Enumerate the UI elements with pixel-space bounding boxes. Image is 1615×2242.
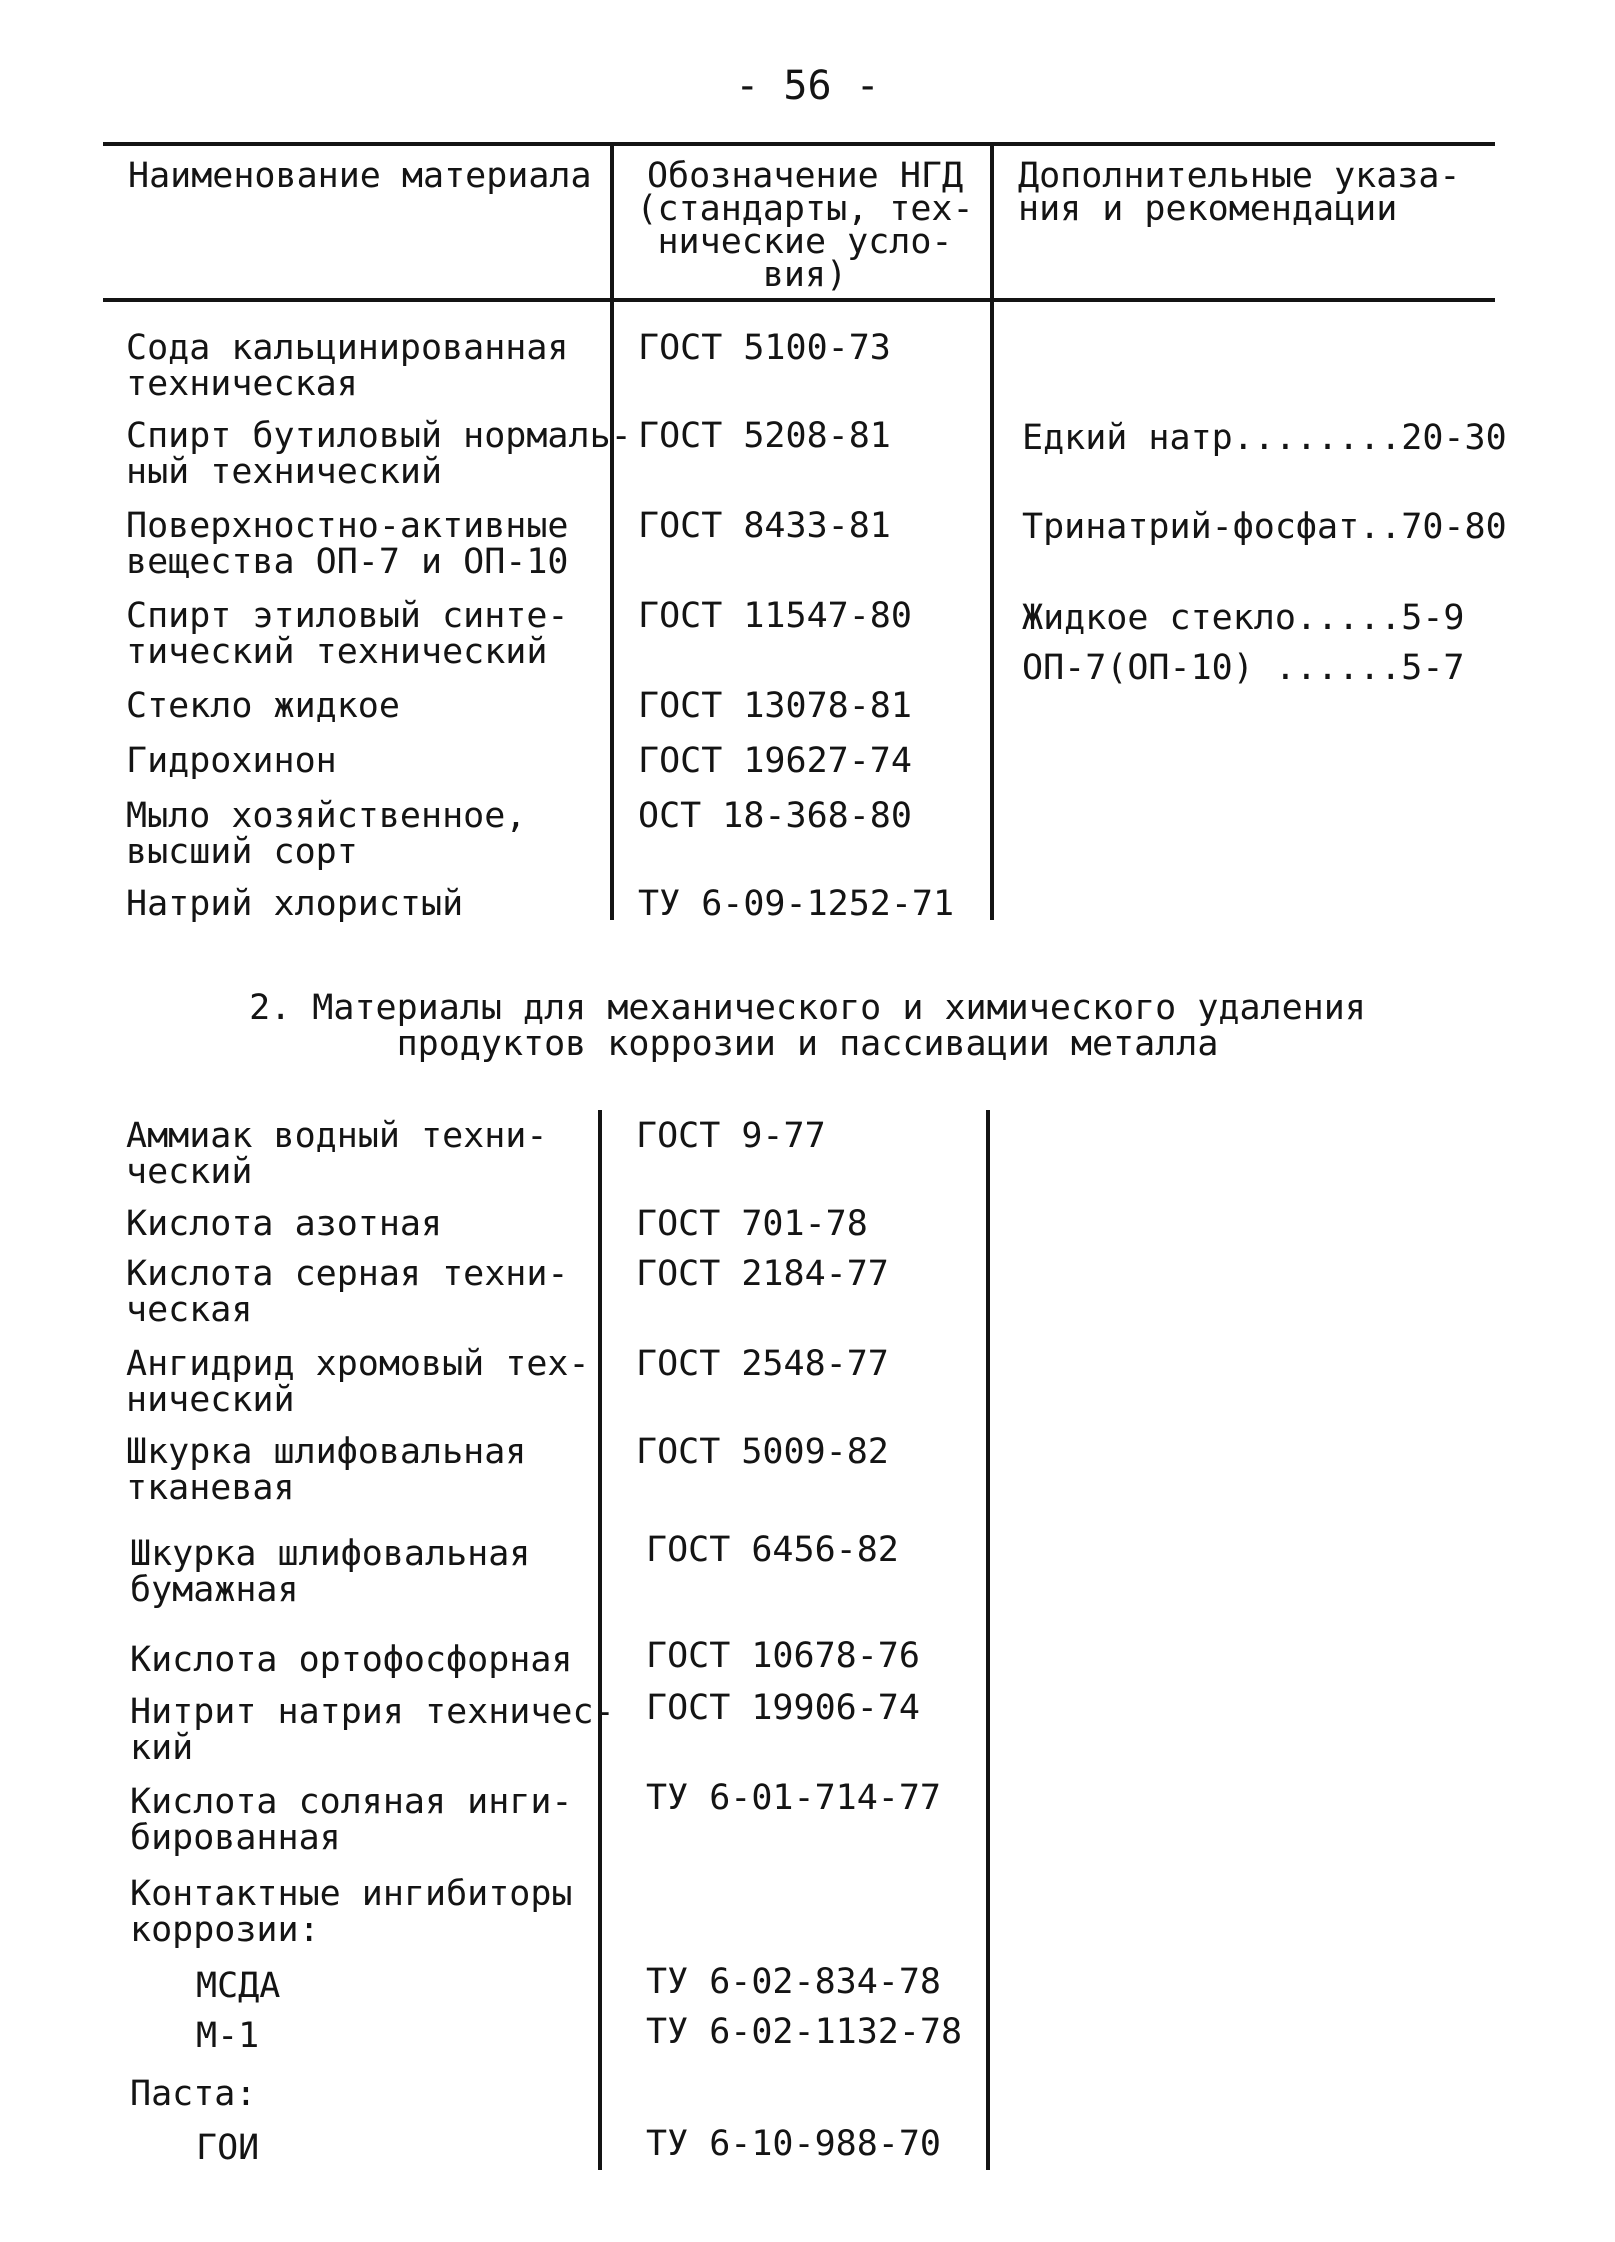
table2-row-name: Кислота азотная xyxy=(126,1204,443,1244)
table1-row-code: ГОСТ 8433-81 xyxy=(638,506,891,546)
table2-row-name: МСДА xyxy=(196,1966,281,2006)
table2-col-divider-1 xyxy=(598,1110,602,2170)
table2-row-code: ГОСТ 10678-76 xyxy=(646,1636,920,1676)
table2-row-code: ГОСТ 19906-74 xyxy=(646,1688,920,1728)
table1-row-code: ГОСТ 11547-80 xyxy=(638,596,912,636)
table2-col-divider-2 xyxy=(986,1110,990,2170)
section-title: 2. Материалы для механического и химического удаления продуктов коррозии и пассивации металла xyxy=(249,988,1366,1064)
table2-row-name: Нитрит натрия техничес- кий xyxy=(130,1692,615,1768)
table2-row-name: Кислота серная техни- ческая xyxy=(126,1254,569,1330)
table1-row-code: ГОСТ 5208-81 xyxy=(638,416,891,456)
table1-row-name: Сода кальцинированная техническая xyxy=(126,328,569,404)
table2-row-name: Кислота соляная инги- бированная xyxy=(130,1782,573,1858)
table2-row-code: ГОСТ 2184-77 xyxy=(636,1254,889,1294)
table2-row-name: Аммиак водный техни- ческий xyxy=(126,1116,548,1192)
table1-row-name: Спирт этиловый синте- тический технический xyxy=(126,596,569,672)
table1-note: Едкий натр........20-30 xyxy=(1022,418,1507,458)
table2-row-code: ТУ 6-10-988-70 xyxy=(646,2124,942,2164)
table1-row-code: ГОСТ 19627-74 xyxy=(638,741,912,781)
table2-row-name: Ангидрид хромовый тех- нический xyxy=(126,1344,590,1420)
table1-header-code: Обозначение НГД (стандарты, тех- нические усло- вия) xyxy=(636,156,974,295)
table1-header-notes: Дополнительные указа- ния и рекомендации xyxy=(1018,156,1461,229)
table2-row-code: ТУ 6-02-1132-78 xyxy=(646,2012,963,2052)
table1-row-name: Спирт бутиловый нормаль- ный технический xyxy=(126,416,632,492)
table2-row-name: М-1 xyxy=(196,2016,260,2056)
table2-row-code: ГОСТ 2548-77 xyxy=(636,1344,889,1384)
table1-note: ОП-7(ОП-10) ......5-7 xyxy=(1022,648,1465,688)
table2-row-name: Паста: xyxy=(130,2074,257,2114)
table1-row-code: ОСТ 18-368-80 xyxy=(638,796,912,836)
table1-row-name: Мыло хозяйственное, высший сорт xyxy=(126,796,527,872)
table1-row-name: Стекло жидкое xyxy=(126,686,400,726)
table2-row-name: Контактные ингибиторы коррозии: xyxy=(130,1874,573,1950)
table1-top-rule xyxy=(103,142,1495,146)
table2-row-name: ГОИ xyxy=(196,2128,260,2168)
table2-row-code: ТУ 6-02-834-78 xyxy=(646,1962,942,2002)
table2-row-code: ГОСТ 5009-82 xyxy=(636,1432,889,1472)
table1-row-name: Поверхностно-активные вещества ОП-7 и ОП-10 xyxy=(126,506,569,582)
table1-note: Тринатрий-фосфат..70-80 xyxy=(1022,507,1507,547)
table2-row-name: Шкурка шлифовальная тканевая xyxy=(126,1432,527,1508)
table1-col-divider-2 xyxy=(990,142,994,920)
page-number: - 56 - xyxy=(735,63,880,109)
table1-row-code: ТУ 6-09-1252-71 xyxy=(638,884,955,924)
table1-row-name: Натрий хлористый xyxy=(126,884,464,924)
table1-header-rule xyxy=(103,298,1495,302)
table1-note: Жидкое стекло.....5-9 xyxy=(1022,598,1465,638)
table2-row-code: ГОСТ 701-78 xyxy=(636,1204,868,1244)
table2-row-name: Шкурка шлифовальная бумажная xyxy=(130,1534,531,1610)
table2-row-code: ГОСТ 9-77 xyxy=(636,1116,826,1156)
table1-col-divider-1 xyxy=(610,142,614,920)
table1-row-code: ГОСТ 13078-81 xyxy=(638,686,912,726)
table1-header-name: Наименование материала xyxy=(128,156,592,196)
table2-row-code: ГОСТ 6456-82 xyxy=(646,1530,899,1570)
table1-row-name: Гидрохинон xyxy=(126,741,337,781)
table2-row-code: ТУ 6-01-714-77 xyxy=(646,1778,942,1818)
table2-row-name: Кислота ортофосфорная xyxy=(130,1640,573,1680)
table1-row-code: ГОСТ 5100-73 xyxy=(638,328,891,368)
